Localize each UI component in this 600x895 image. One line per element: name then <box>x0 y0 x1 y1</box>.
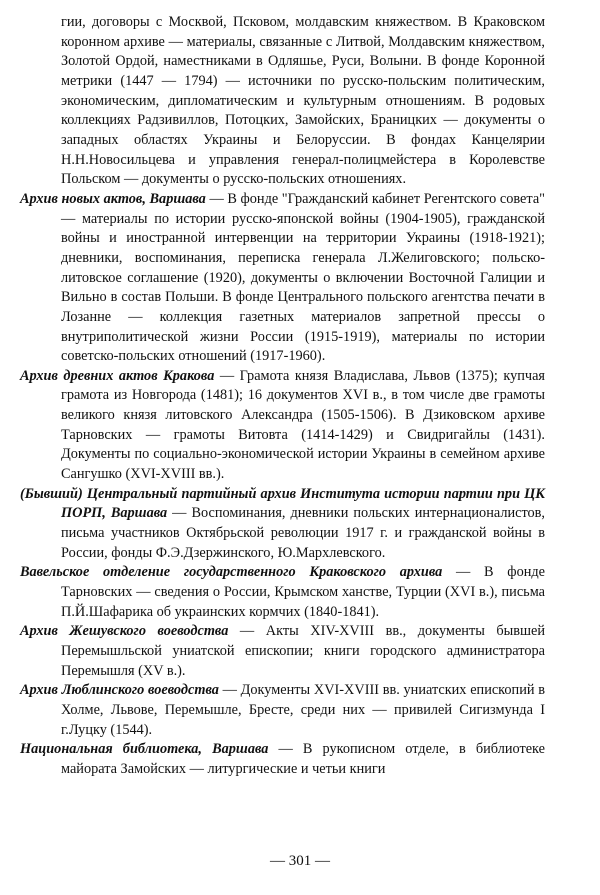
archive-description: — Акты XIV-XVIII вв., документы бывшей Перемышльской униатской епископии; книги городского администратора Перемышля (XV в.). <box>61 623 545 679</box>
archive-title: (Бывший) Центральный партийный архив Института истории партии при ЦК ПОРП, Варшава <box>20 485 545 522</box>
archive-title: Вавельское отделение государственного Краковского архива <box>20 564 443 581</box>
archive-entry <box>20 740 545 779</box>
archive-entry <box>20 681 545 740</box>
archive-entry <box>20 190 545 367</box>
archive-entry <box>20 622 545 681</box>
archive-description: — В фонде Тарновских — сведения о России, Крымском ханстве, Турции (XVI в.), письма П.Й.Шафарика об украинских кормчих (1840-1841). <box>61 564 545 620</box>
archive-description: — Воспоминания, дневники польских интернационалистов, письма участников Октябрьской революции 1917 г. и гражданской войны в России, фонды Ф.Э.Дзержинского, Ю.Мархлевского. <box>61 505 545 561</box>
archive-description: — В рукописном отделе, в библиотеке майората Замойских — литургические и четьи книги <box>61 741 545 777</box>
archive-title: Архив новых актов, Варшава <box>20 190 206 207</box>
archive-entry <box>20 563 545 622</box>
page-number: — 301 — <box>270 853 330 869</box>
archive-title: Архив Жешувского воеводства <box>20 623 229 640</box>
archive-description: — Документы XVI-XVIII вв. униатских епископий в Холме, Львове, Перемышле, Бресте, среди них — привилей Сигизмунда I г.Луцку (1544). <box>61 682 545 738</box>
archive-title: Архив древних актов Кракова <box>20 367 215 384</box>
archive-title: Архив Люблинского воеводства <box>20 682 219 699</box>
archive-description: — В фонде "Гражданский кабинет Регентского совета" — материалы по истории русско-японской войны (1904-1905), гражданской войны и иностранной интервенции на территории Украины (1918-1921); дневники, воспоминания, переписка генерала Л.Желиговского; польско-литовское соглашение (1920), документы о включении Восточной Галиции и Вильно в состав Польши. В фонде Центрального польского агентства печати в Лозанне — коллекция газетных материалов запретной прессы о внутриполитической жизни России (1915-1919), материалы по истории советско-польских отношений (1917-1960). <box>61 190 545 365</box>
archive-description: — Грамота князя Владислава, Львов (1375); купчая грамота из Новгорода (1481); 16 документов XVI в., в том числе две грамоты великого князя литовского Александра (1505-1506). В Дзиковском архиве Тарновских — грамоты Витовта (1414-1429) и Свидригайлы (1431). Документы по социально-экономической истории Украины в семейном архиве Сангушко (XVI-XVIII вв.). <box>61 367 546 483</box>
archive-entry <box>20 367 545 485</box>
page-body <box>20 13 545 780</box>
archive-title: Национальная библиотека, Варшава <box>20 741 269 758</box>
continuation-paragraph: гии, договоры с Москвой, Псковом, молдавским княжеством. В Краковском коронном архиве — материалы, связанные с Литвой, Молдавским княжеством, Золотой Ордой, наместниками в Одляшье, Руси, Волыни. В фонде Коронной метрики (1447 — 1794) — источники по русско-польским политическим, экономическим, дипломатическим и культурным отношениям. В родовых коллекциях Радзивиллов, Потоцких, Замойских, Браницких — документы о западных областях Украины и Белоруссии. В фондах Канцелярии Н.Н.Новосильцева и управления генерал-полицмейстера в Королевстве Польском — документы о русско-польских отношениях. <box>61 14 545 188</box>
archive-entry <box>20 485 545 564</box>
